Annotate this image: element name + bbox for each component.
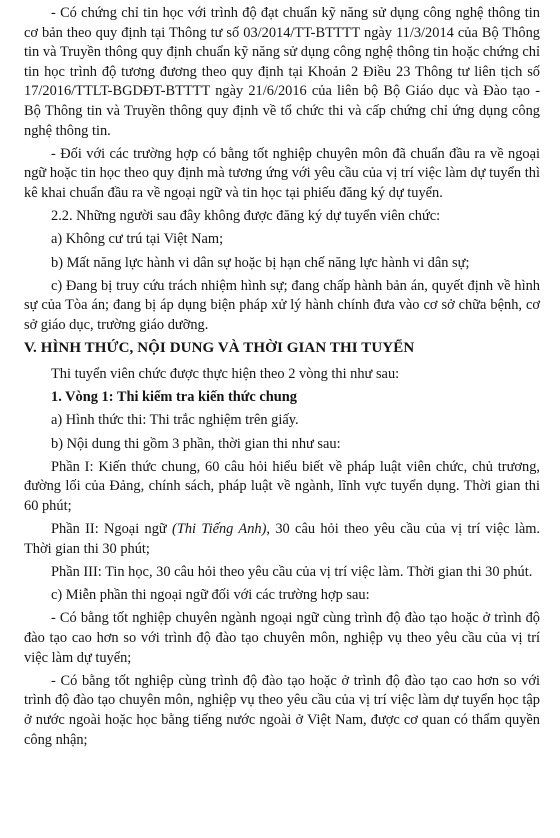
- paragraph-not-eligible-intro: [24, 207, 540, 227]
- text-run: c) Miễn phần thi ngoại ngữ đối với các trường hợp sau:: [51, 587, 370, 604]
- paragraph-exam-format: [24, 411, 540, 431]
- text-run: - Có bằng tốt nghiệp cùng trình độ đào tạo hoặc ở trình độ đào tạo cao hơn so với trình độ đào tạo chuyên môn, nghiệp vụ theo yêu cầu của vị trí việc làm dự tuyển học tập ở nước ngoài hoặc học bằng tiếng nước ngoài ở Việt Nam, được cơ quan có thẩm quyền công nhận;: [24, 672, 540, 748]
- text-run: Phần II: Ngoại ngữ: [51, 521, 173, 538]
- text-run-italic: (Thi Tiếng Anh): [172, 521, 267, 538]
- subheading-text: 1. Vòng 1: Thi kiểm tra kiến thức chung: [51, 389, 297, 406]
- text-run: Phần I: Kiến thức chung, 60 câu hỏi hiểu biết về pháp luật viên chức, chủ trương, đường lối của Đảng, chính sách, pháp luật về ngành, lĩnh vực tuyển dụng. Thời gian thi 60 phút;: [24, 458, 540, 514]
- text-run: b) Nội dung thi gồm 3 phần, thời gian thi như sau:: [51, 435, 341, 452]
- text-run: a) Hình thức thi: Thi trắc nghiệm trên giấy.: [51, 412, 299, 429]
- text-run: c) Đang bị truy cứu trách nhiệm hình sự; đang chấp hành bản án, quyết định về hình sự của Tòa án; đang bị áp dụng biện pháp xử lý hành chính đưa vào cơ sở chữa bệnh, cơ sở giáo dục, trường giáo dưỡng.: [24, 277, 540, 333]
- paragraph-rounds-intro: [24, 365, 540, 385]
- paragraph-exemption-2: [24, 672, 540, 750]
- text-run: a) Không cư trú tại Việt Nam;: [51, 231, 224, 248]
- paragraph-item-a: [24, 230, 540, 250]
- paragraph-part-3: [24, 563, 540, 583]
- paragraph-exam-content: [24, 435, 540, 455]
- section-heading-v: [24, 339, 540, 359]
- document-page: [24, 4, 540, 754]
- text-run: , 30 câu hỏi theo yêu cầu của vị trí việc làm. Thời gian thi 30 phút;: [24, 521, 540, 557]
- text-run: Thi tuyển viên chức được thực hiện theo 2 vòng thi như sau:: [51, 366, 400, 383]
- text-run: - Có chứng chỉ tin học với trình độ đạt chuẩn kỹ năng sử dụng công nghệ thông tin cơ bản theo quy định tại Thông tư số 03/2014/TT-BTTTT ngày 11/3/2014 của Bộ Thông tin và Truyền thông quy định chuẩn kỹ năng sử dụng công nghệ thông tin hoặc chứng chỉ tin học trình độ tương đương theo quy định tại Khoản 2 Điều 23 Thông tư liên tịch số 17/2016/TTLT-BGDĐT-BTTTT ngày 21/6/2016 của liên bộ Bộ Giáo dục và Đào tạo - Bộ Thông tin và Truyền thông quy định về tổ chức thi và cấp chứng chỉ ứng dụng công nghệ thông tin.: [24, 5, 540, 139]
- text-run: Phần III: Tin học, 30 câu hỏi theo yêu cầu của vị trí việc làm. Thời gian thi 30 phút.: [51, 563, 533, 580]
- paragraph-exemption-1: [24, 609, 540, 668]
- text-run: - Có bằng tốt nghiệp chuyên ngành ngoại ngữ cùng trình độ đào tạo hoặc ở trình độ đào tạo cao hơn so với trình độ đào tạo chuyên môn, nghiệp vụ theo yêu cầu của vị trí việc làm dự tuyển;: [24, 610, 540, 666]
- paragraph-exemption-intro: [24, 586, 540, 606]
- text-run: b) Mất năng lực hành vi dân sự hoặc bị hạn chế năng lực hành vi dân sự;: [51, 254, 470, 271]
- text-run: 2.2. Những người sau đây không được đăng ký dự tuyển viên chức:: [51, 208, 441, 225]
- paragraph-item-c: [24, 277, 540, 336]
- paragraph-degree-standards: [24, 145, 540, 204]
- paragraph-part-1: [24, 458, 540, 517]
- paragraph-item-b: [24, 254, 540, 274]
- heading-text: V. HÌNH THỨC, NỘI DUNG VÀ THỜI GIAN THI TUYỂN: [24, 340, 415, 357]
- subheading-round-1: [24, 388, 540, 408]
- paragraph-it-certificate: [24, 4, 540, 141]
- paragraph-part-2: [24, 520, 540, 559]
- text-run: - Đối với các trường hợp có bằng tốt nghiệp chuyên môn đã chuẩn đầu ra về ngoại ngữ hoặc tin học theo quy định mà tương ứng với yêu cầu của vị trí việc làm dự tuyển thì kê khai chuẩn đầu ra về ngoại ngữ và tin học tại phiếu đăng ký dự tuyển.: [24, 145, 540, 201]
